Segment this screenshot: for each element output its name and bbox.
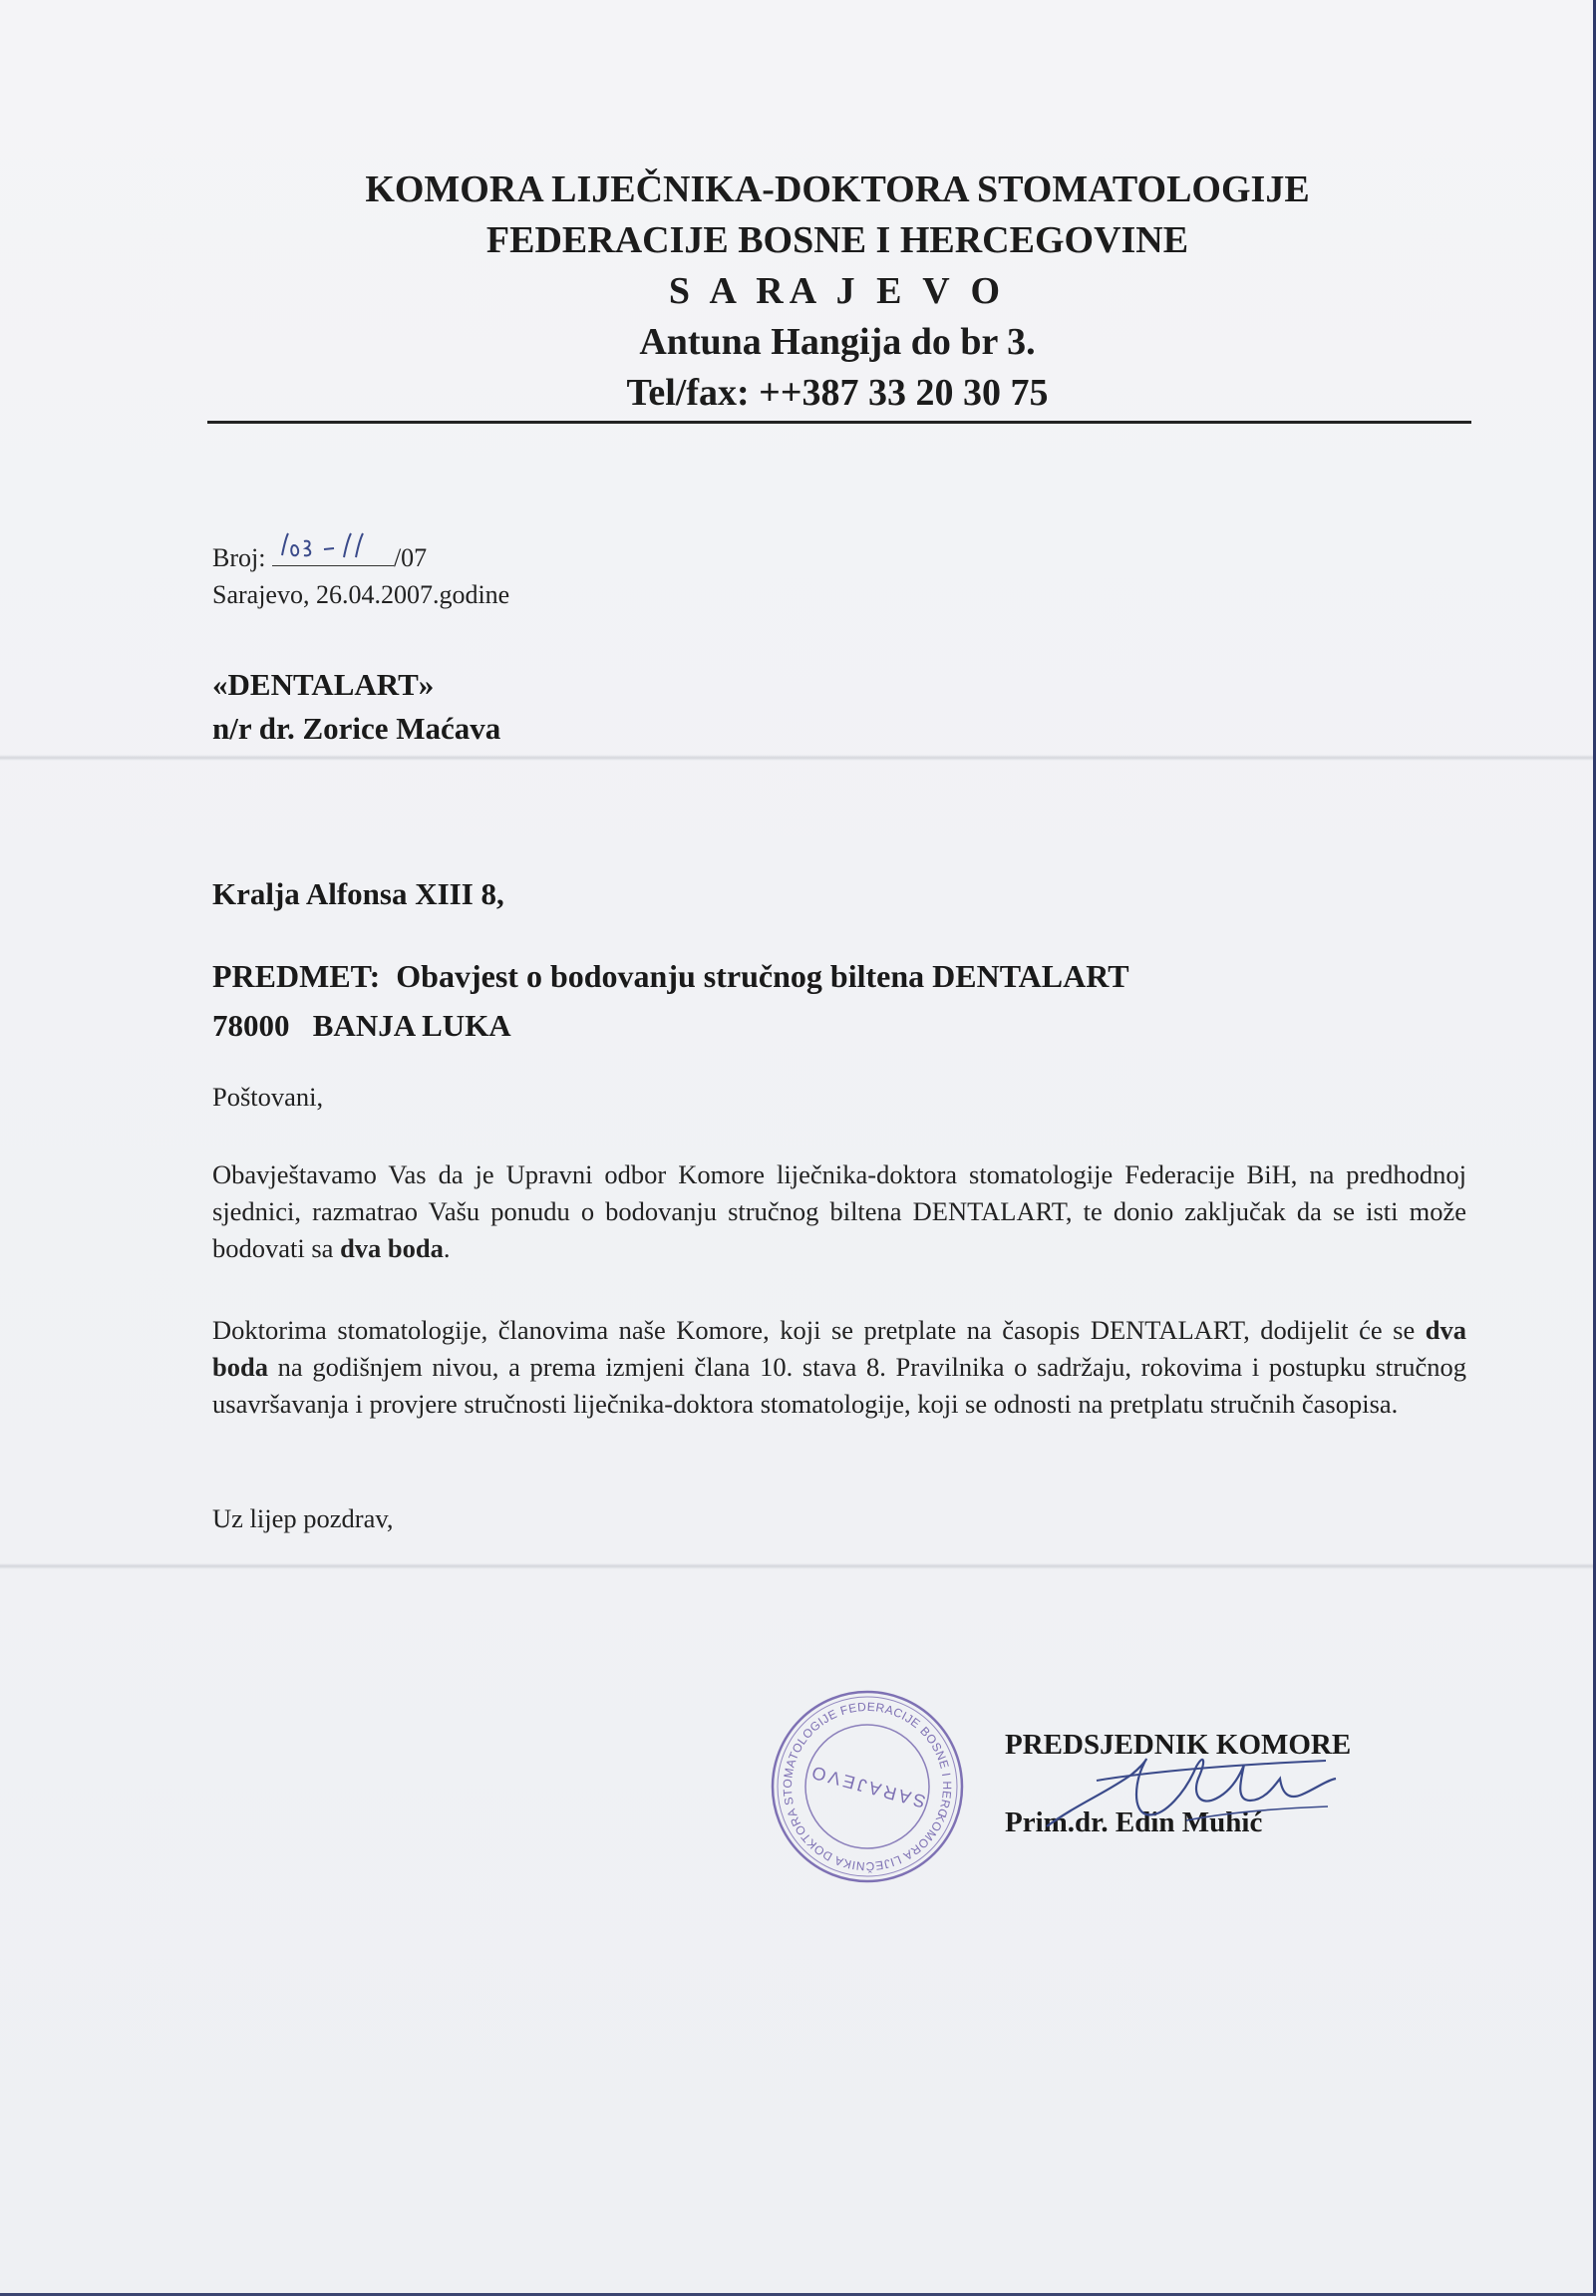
paragraph-text: Doktorima stomatologije, članovima naše Komore, koji se pretplate na časopis DENTALART, dodijelit će se (212, 1315, 1426, 1345)
recipient-street: Kralja Alfonsa XIII 8, (212, 876, 504, 911)
signatory-title: PREDSJEDNIK KOMORE (1005, 1729, 1352, 1761)
reference-label: Broj: (212, 543, 266, 572)
letterhead-phone: Tel/fax: ++387 33 20 30 75 (626, 372, 1049, 414)
letter-subject: PREDMET: Obavjest o bodovanju stručnog biltena DENTALART (212, 958, 1129, 994)
paragraph-bold-text: dva boda (212, 1315, 1466, 1382)
official-stamp-icon (768, 1687, 967, 1886)
letterhead-address: Antuna Hangija do br 3. (639, 321, 1036, 363)
svg-text:SARAJEVO: SARAJEVO (806, 1761, 928, 1812)
letter-closing: Uz lijep pozdrav, (212, 1503, 394, 1533)
reference-suffix: /07 (393, 543, 428, 572)
paragraph-text: Obavještavamo Vas da je Upravni odbor Komore liječnika-doktora stomatologije Federacije BiH, na predhodnoj sjednici, razmatrao Vašu ponudu o bodovanju stručnog biltena DENTALART, te donio zaključak da se isti može bodovati sa (212, 1159, 1466, 1263)
paragraph-text: . (443, 1233, 451, 1263)
letterhead-org-name: KOMORA LIJEČNIKA-DOKTORA STOMATOLOGIJE (365, 168, 1310, 210)
recipient-block (212, 663, 500, 751)
letterhead-city: S A RA J E V O (668, 270, 1007, 312)
recipient-attention: n/r dr. Zorice Maćava (212, 711, 501, 746)
reference-handwritten-number (272, 539, 394, 566)
reference-number (212, 539, 509, 576)
paper-fold (0, 755, 1596, 761)
place-and-date: Sarajevo, 26.04.2007.godine (212, 580, 510, 609)
letterhead (209, 164, 1465, 419)
svg-text:KOMORA LIJEČNIKA DOKTORA STOMA: KOMORA LIJEČNIKA DOKTORA STOMATOLOGIJE FEDERACIJE BOSNE I HERCEGOVINE (780, 1699, 955, 1874)
paragraph-bold-text: dva boda (340, 1233, 444, 1263)
reference-block (212, 539, 509, 613)
paper-fold (0, 1563, 1596, 1569)
letterhead-federation: FEDERACIJE BOSNE I HERCEGOVINE (485, 219, 1189, 261)
letter-paragraph-2 (212, 1312, 1466, 1423)
paragraph-text: na godišnjem nivou, a prema izmjeni člana 10. stava 8. Pravilnika o sadržaju, rokovima i postupku stručnog usavršavanja i provjere stručnosti liječnika-doktora stomatologije, koji se odnosti na pretplatu stručnih časopisa. (212, 1352, 1466, 1419)
handwritten-signature-icon (1037, 1735, 1346, 1844)
letter-paragraph-1 (212, 1156, 1466, 1267)
signatory-name: Prim.dr. Edin Muhić (1005, 1806, 1263, 1838)
recipient-company: «DENTALART» (212, 667, 435, 702)
letterhead-divider (207, 421, 1471, 424)
recipient-city: 78000 BANJA LUKA (212, 1008, 511, 1043)
letter-greeting: Poštovani, (212, 1082, 324, 1112)
handwritten-reference-icon (272, 527, 394, 567)
